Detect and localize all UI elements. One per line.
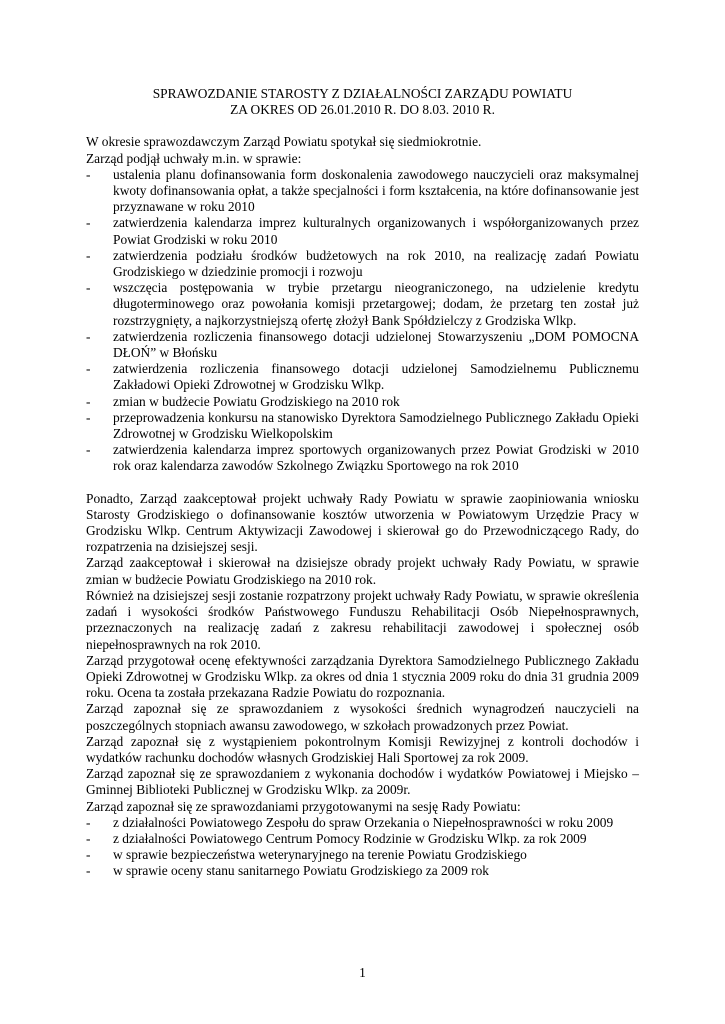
list-item <box>86 329 639 361</box>
resolutions-list <box>86 167 639 475</box>
reports-list <box>86 815 639 880</box>
list-item <box>86 863 639 879</box>
dash-bullet: - <box>86 814 91 830</box>
dash-bullet: - <box>86 847 91 863</box>
list-item <box>86 442 639 474</box>
dash-bullet: - <box>86 166 91 182</box>
list-item <box>86 167 639 216</box>
list-item <box>86 831 639 847</box>
list-item-text: ustalenia planu dofinansowania form doskonalenia zawodowego nauczycieli oraz maksymalnej kwoty dofinansowania opłat, a także specjalności i form kształcenia, na które dofinansowanie jest przyznawane w roku 2010 <box>113 166 639 215</box>
paragraph: Zarząd przygotował ocenę efektywności zarządzania Dyrektora Samodzielnego Publicznego Zakładu Opieki Zdrowotnej w Grodzisku Wlkp. za okres od dnia 1 stycznia 2009 roku do dnia 31 grudnia 2009 roku. Ocena ta została przekazana Radzie Powiatu do rozpoznania. <box>86 652 639 701</box>
list-item-text: zatwierdzenia kalendarza imprez sportowych organizowanych przez Powiat Grodziski w 2010 rok oraz kalendarza zawodów Szkolnego Związku Sportowego na rok 2010 <box>113 442 639 474</box>
dash-bullet: - <box>86 863 91 879</box>
title-line-1: SPRAWOZDANIE STAROSTY Z DZIAŁALNOŚCI ZARZĄDU POWIATU <box>152 86 573 101</box>
list-item-text: zmian w budżecie Powiatu Grodziskiego na 2010 rok <box>113 393 400 409</box>
list-item-text: zatwierdzenia rozliczenia finansowego dotacji udzielonej Stowarzyszeniu „DOM POMOCNA DŁOŃ” w Błońsku <box>113 328 639 361</box>
list-item <box>86 394 639 410</box>
dash-bullet: - <box>86 393 91 409</box>
intro-meetings-text: W okresie sprawozdawczym Zarząd Powiatu spotykał się siedmiokrotnie. <box>86 134 482 150</box>
dash-bullet: - <box>86 247 91 263</box>
dash-bullet: - <box>86 409 91 425</box>
intro-resolutions-text: Zarząd podjął uchwały m.in. w sprawie: <box>86 150 302 166</box>
list-item <box>86 248 639 280</box>
list-item-text: zatwierdzenia rozliczenia finansowego dotacji udzielonej Samodzielnemu Publicznemu Zakładowi Opieki Zdrowotnej w Grodzisku Wlkp. <box>113 361 639 393</box>
list-item-text: zatwierdzenia kalendarza imprez kulturalnych organizowanych i współorganizowanych przez Powiat Grodziski w roku 2010 <box>113 215 639 247</box>
dash-bullet: - <box>86 328 91 344</box>
list-item-text: zatwierdzenia podziału środków budżetowych na rok 2010, na realizację zadań Powiatu Grodziskiego w dziedzinie promocji i rozwoju <box>113 247 639 280</box>
list-item-text: w sprawie oceny stanu sanitarnego Powiatu Grodziskiego za 2009 rok <box>113 863 489 879</box>
list-item <box>86 280 639 329</box>
paragraph: Zarząd zapoznał się ze sprawozdaniem z wykonania dochodów i wydatków Powiatowej i Miejsko – Gminnej Biblioteki Publicznej w Grodzisku Wlkp. za 2009r. <box>86 766 639 798</box>
paragraph: Zarząd zapoznał się z wystąpieniem pokontrolnym Komisji Rewizyjnej z kontroli dochodów i wydatków rachunku dochodów własnych Grodziskiej Hali Sportowej za rok 2009. <box>86 733 639 765</box>
paragraph: Zarząd zapoznał się ze sprawozdaniami przygotowanymi na sesję Rady Powiatu: <box>86 798 521 814</box>
list-item-text: z działalności Powiatowego Zespołu do spraw Orzekania o Niepełnosprawności w roku 2009 <box>113 814 614 830</box>
list-item-text: z działalności Powiatowego Centrum Pomocy Rodzinie w Grodzisku Wlkp. za rok 2009 <box>113 830 587 846</box>
paragraph: Ponadto, Zarząd zaakceptował projekt uchwały Rady Powiatu w sprawie zaopiniowania wniosku Starosty Grodziskiego o dofinansowanie kosztów utworzenia w Powiatowym Urzędzie Pracy w Grodzisku Wlkp. Centrum Aktywizacji Zawodowej i skierował go do Przewodniczącego Rady, do rozpatrzenia na dzisiejszej sesji. <box>86 490 639 555</box>
list-item-text: w sprawie bezpieczeństwa weterynaryjnego na terenie Powiatu Grodziskiego <box>113 847 527 863</box>
list-item <box>86 847 639 863</box>
list-item-text: wszczęcia postępowania w trybie przetargu nieograniczonego, na udzielenie kredytu długoterminowego oraz powołania komisji przetargowej; dodam, że przetarg ten został już rozstrzygnięty, a najkorzystniejszą ofertę złożył Bank Spółdzielczy z Grodziska Wlkp. <box>113 280 639 328</box>
document-title <box>86 86 639 118</box>
list-item <box>86 410 639 442</box>
list-item <box>86 361 639 393</box>
title-line-2: ZA OKRES OD 26.01.2010 R. DO 8.03. 2010 R. <box>230 102 495 118</box>
paragraph: Również na dzisiejszej sesji zostanie rozpatrzony projekt uchwały Rady Powiatu, w sprawie określenia zadań i wysokości środków Państwowego Funduszu Rehabilitacji Osób Niepełnosprawnych, przeznaczonych na realizację zadań z zakresu rehabilitacji zawodowej i społecznej osób niepełnosprawnych na rok 2010. <box>86 587 639 652</box>
paragraph-spacer <box>86 475 639 491</box>
list-item <box>86 815 639 831</box>
dash-bullet: - <box>86 280 91 296</box>
page-number: 1 <box>359 965 366 980</box>
document-page <box>86 86 639 880</box>
dash-bullet: - <box>86 830 91 846</box>
dash-bullet: - <box>86 215 91 231</box>
list-item <box>86 215 639 247</box>
list-item-text: przeprowadzenia konkursu na stanowisko Dyrektora Samodzielnego Publicznego Zakładu Opieki Zdrowotnej w Grodzisku Wielkopolskim <box>113 409 639 442</box>
paragraph: Zarząd zapoznał się ze sprawozdaniem z wysokości średnich wynagrodzeń nauczycieli na poszczególnych stopniach awansu zawodowego, w szkołach prowadzonych przez Powiat. <box>86 701 639 733</box>
paragraph: Zarząd zaakceptował i skierował na dzisiejsze obrady projekt uchwały Rady Powiatu, w sprawie zmian w budżecie Powiatu Grodziskiego na 2010 rok. <box>86 555 639 587</box>
dash-bullet: - <box>86 361 91 377</box>
dash-bullet: - <box>86 442 91 458</box>
